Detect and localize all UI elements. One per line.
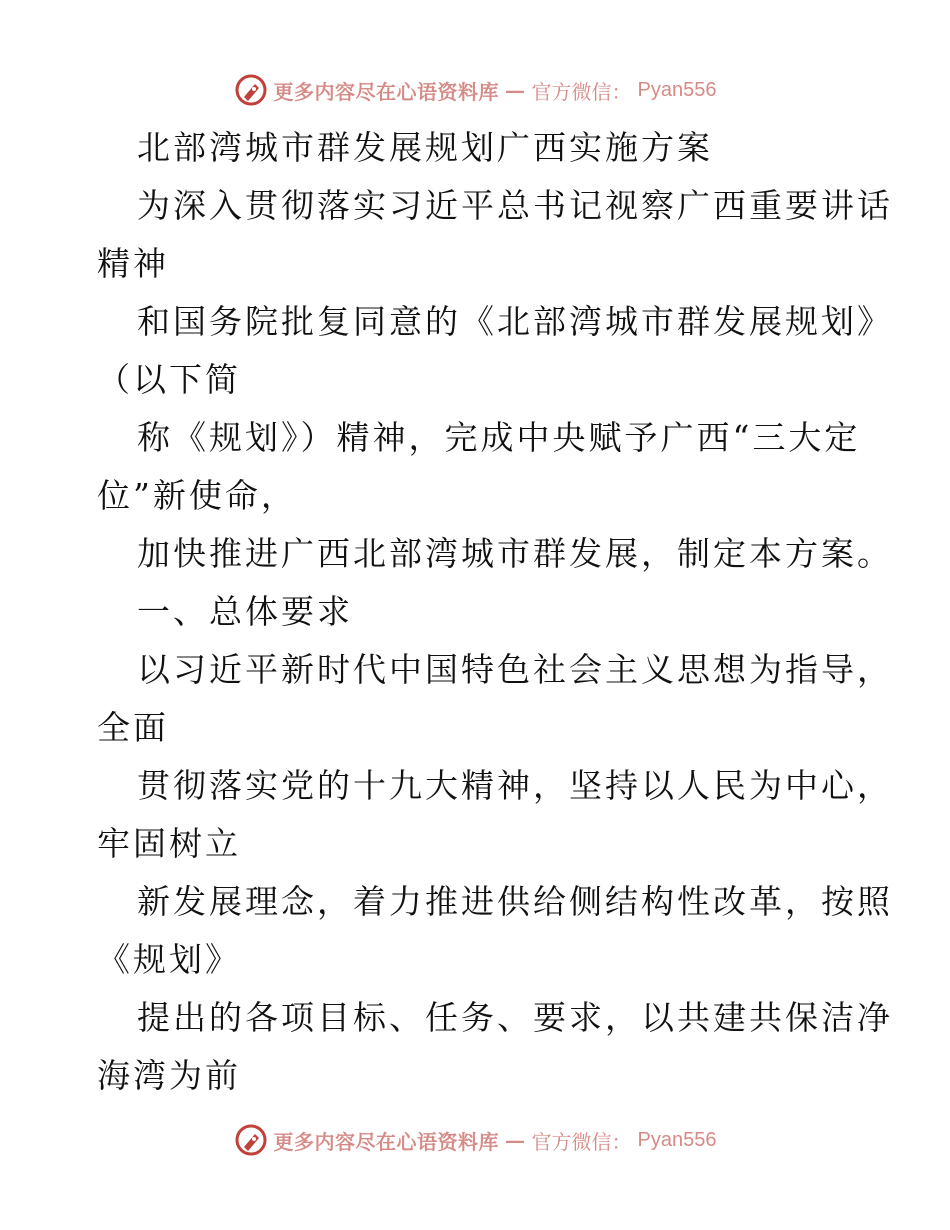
doc-line: 牢固树立	[97, 824, 241, 863]
doc-line: 海湾为前	[97, 1056, 241, 1095]
watermark-text: 更多内容尽在心语资料库	[273, 79, 500, 104]
watermark-wechat-id: Pyan556	[637, 1128, 717, 1151]
doc-line: 称《规划》）精神，完成中央赋予广西“三大定	[137, 418, 861, 457]
doc-line: 提出的各项目标、任务、要求，以共建共保洁净	[137, 998, 893, 1037]
doc-line: 和国务院批复同意的《北部湾城市群发展规划》	[137, 302, 893, 341]
watermark-wechat-label: 官方微信：	[531, 1129, 632, 1154]
watermark-wechat-id: Pyan556	[637, 78, 717, 101]
doc-title: 北部湾城市群发展规划广西实施方案	[137, 128, 713, 167]
doc-line: 以习近平新时代中国特色社会主义思想为指导，	[137, 650, 893, 689]
watermark-banner-bottom	[0, 1120, 950, 1160]
doc-line: 贯彻落实党的十九大精神，坚持以人民为中心，	[137, 766, 893, 805]
watermark-dash: —	[505, 1128, 526, 1152]
watermark-dash: —	[505, 78, 526, 102]
section-heading: 一、总体要求	[137, 592, 353, 631]
doc-line: 位”新使命，	[97, 476, 297, 515]
doc-line: 新发展理念，着力推进供给侧结构性改革，按照	[137, 882, 893, 921]
doc-line: 《规划》	[97, 940, 241, 979]
doc-line: 为深入贯彻落实习近平总书记视察广西重要讲话	[137, 186, 893, 225]
watermark-banner-top	[0, 70, 950, 110]
doc-line: 加快推进广西北部湾城市群发展，制定本方案。	[137, 534, 893, 573]
watermark-wechat-label: 官方微信：	[531, 79, 632, 104]
doc-line: （以下简	[97, 360, 241, 399]
pen-nib-logo-icon	[234, 73, 268, 107]
pen-nib-logo-icon	[234, 1123, 268, 1157]
watermark-text: 更多内容尽在心语资料库	[273, 1129, 500, 1154]
doc-line: 全面	[97, 708, 169, 747]
doc-line: 精神	[97, 244, 169, 283]
